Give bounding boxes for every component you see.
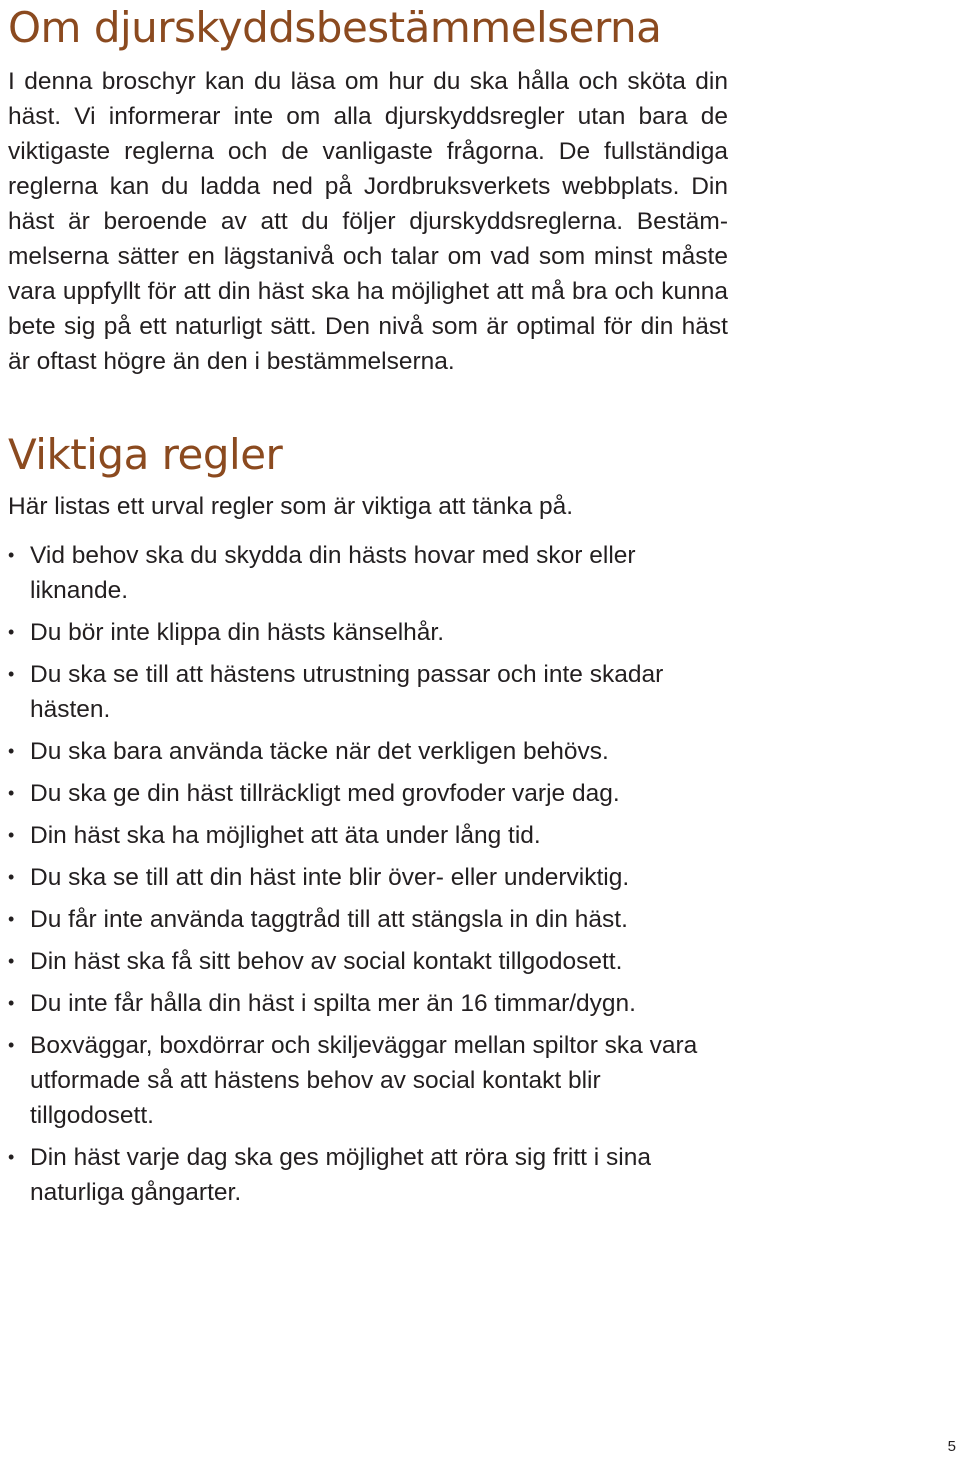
list-item-text: Du inte får hålla din häst i spilta mer än 16 timmar/dygn.: [30, 990, 636, 1017]
bullet-icon: •: [8, 783, 15, 803]
bullet-icon: •: [8, 1035, 15, 1055]
list-item: [8, 1028, 728, 1133]
document-page: [8, 0, 728, 1217]
list-item-text: Du ska se till att din häst inte blir över- eller underviktig.: [30, 864, 630, 891]
list-item-text: Din häst ska ha möjlighet att äta under lång tid.: [30, 822, 541, 849]
list-item-text: Vid behov ska du skydda din hästs hovar med skor eller liknande.: [30, 542, 636, 604]
list-item: [8, 860, 728, 895]
list-item-text: Du ska se till att hästens utrustning passar och inte skadar hästen.: [30, 661, 664, 723]
list-item: [8, 986, 728, 1021]
list-item-text: Du ska bara använda täcke när det verkligen behövs.: [30, 738, 609, 765]
list-item-text: Du bör inte klippa din hästs känselhår.: [30, 619, 445, 646]
list-item: [8, 776, 728, 811]
page-number: 5: [947, 1438, 956, 1455]
bullet-icon: •: [8, 825, 15, 845]
bullet-icon: •: [8, 993, 15, 1013]
bullet-icon: •: [8, 741, 15, 761]
list-item: [8, 944, 728, 979]
section-lead: Här listas ett urval regler som är viktiga att tänka på.: [8, 493, 574, 520]
section-heading-viktiga-regler: Viktiga regler: [8, 430, 283, 479]
list-item: [8, 902, 728, 937]
bullet-icon: •: [8, 1147, 15, 1167]
bullet-icon: •: [8, 545, 15, 565]
list-item-text: Din häst varje dag ska ges möjlighet att röra sig fritt i sina naturliga gångarter.: [30, 1144, 651, 1206]
list-item-text: Du får inte använda taggtråd till att stängsla in din häst.: [30, 906, 628, 933]
bullet-icon: •: [8, 867, 15, 887]
intro-paragraph: I denna broschyr kan du läsa om hur du ska hålla och sköta din häst. Vi informerar inte om alla djurskyddsregler utan bara de viktigaste reglerna och de vanligaste frågorna. De fullständiga reglerna kan du ladda ned på Jordbruksverkets webbplats. Din häst är beroende av att du följer djurskyddsreglerna. Bestämmelserna sätter en lägstanivå och talar om vad som minst måste vara uppfyllt för att din häst ska ha möjlighet att må bra och kunna bete sig på ett naturligt sätt. Den nivå som är optimal för din häst är oftast högre än den i bestämmelserna.: [8, 68, 728, 375]
bullet-icon: •: [8, 664, 15, 684]
list-item-text: Din häst ska få sitt behov av social kontakt tillgodosett.: [30, 948, 623, 975]
bullet-icon: •: [8, 622, 15, 642]
bullet-icon: •: [8, 951, 15, 971]
bullet-icon: •: [8, 909, 15, 929]
page-title: Om djurskyddsbestämmelserna: [8, 3, 662, 52]
list-item: [8, 657, 728, 727]
list-item-text: Du ska ge din häst tillräckligt med grovfoder varje dag.: [30, 780, 620, 807]
list-item: [8, 615, 728, 650]
rules-list: [8, 538, 728, 1210]
list-item: [8, 538, 728, 608]
list-item: [8, 1140, 728, 1210]
list-item-text: Boxväggar, boxdörrar och skiljeväggar mellan spiltor ska vara utformade så att hästens behov av social kontakt blir tillgodosett.: [30, 1032, 698, 1129]
list-item: [8, 734, 728, 769]
list-item: [8, 818, 728, 853]
